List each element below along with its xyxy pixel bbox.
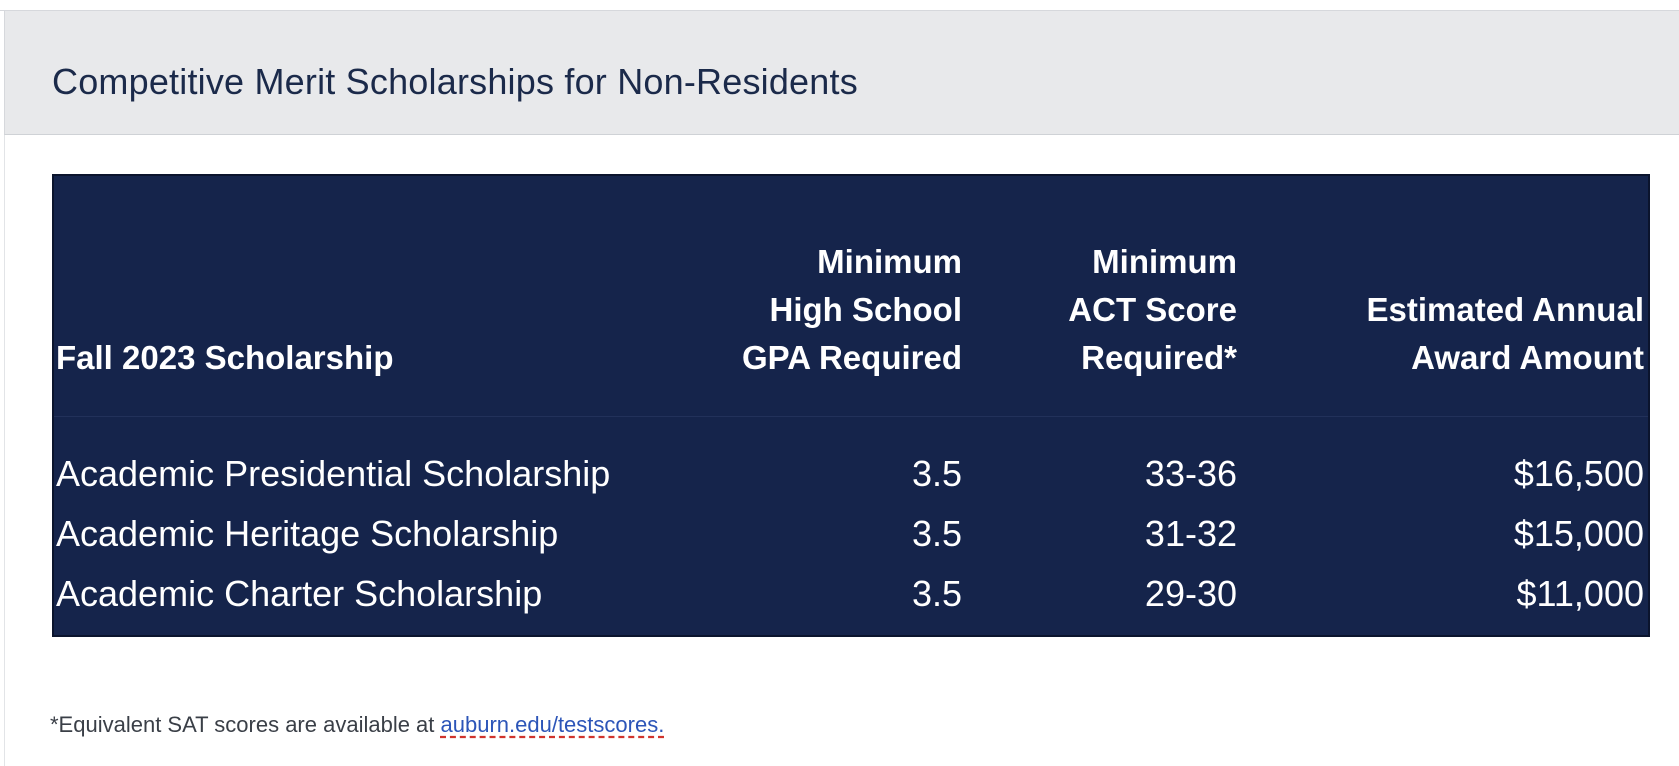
table-row [54, 444, 1648, 504]
header-act: Minimum ACT Score Required* [1068, 243, 1237, 376]
cell-act: 29-30 [1144, 573, 1237, 614]
cell-act: 33-36 [1144, 453, 1237, 494]
section-title: Competitive Merit Scholarships for Non-Residents [52, 61, 858, 102]
top-divider [0, 0, 1679, 11]
cell-award: $11,000 [1516, 573, 1644, 614]
cell-award: $16,500 [1513, 453, 1644, 494]
scholarship-table [52, 174, 1650, 637]
cell-scholarship-name: Academic Presidential Scholarship [56, 453, 611, 494]
cell-gpa: 3.5 [911, 453, 962, 494]
table-header [54, 176, 1648, 417]
footnote [50, 712, 664, 738]
table-row [54, 504, 1648, 564]
cell-award: $15,000 [1513, 513, 1644, 554]
cell-scholarship-name: Academic Charter Scholarship [56, 573, 543, 614]
cell-scholarship-name: Academic Heritage Scholarship [56, 513, 559, 554]
header-award: Estimated Annual Award Amount [1366, 291, 1644, 376]
cell-gpa: 3.5 [911, 573, 962, 614]
footnote-text: *Equivalent SAT scores are available at [50, 712, 441, 737]
cell-act: 31-32 [1144, 513, 1237, 554]
header-scholarship: Fall 2023 Scholarship [56, 339, 394, 376]
section-header [4, 11, 1679, 135]
header-gpa: Minimum High School GPA Required [741, 243, 962, 376]
testscores-link[interactable]: auburn.edu/testscores. [440, 712, 665, 737]
cell-gpa: 3.5 [911, 513, 962, 554]
table-row [54, 564, 1648, 624]
table-body [54, 444, 1648, 624]
left-divider [4, 135, 5, 766]
